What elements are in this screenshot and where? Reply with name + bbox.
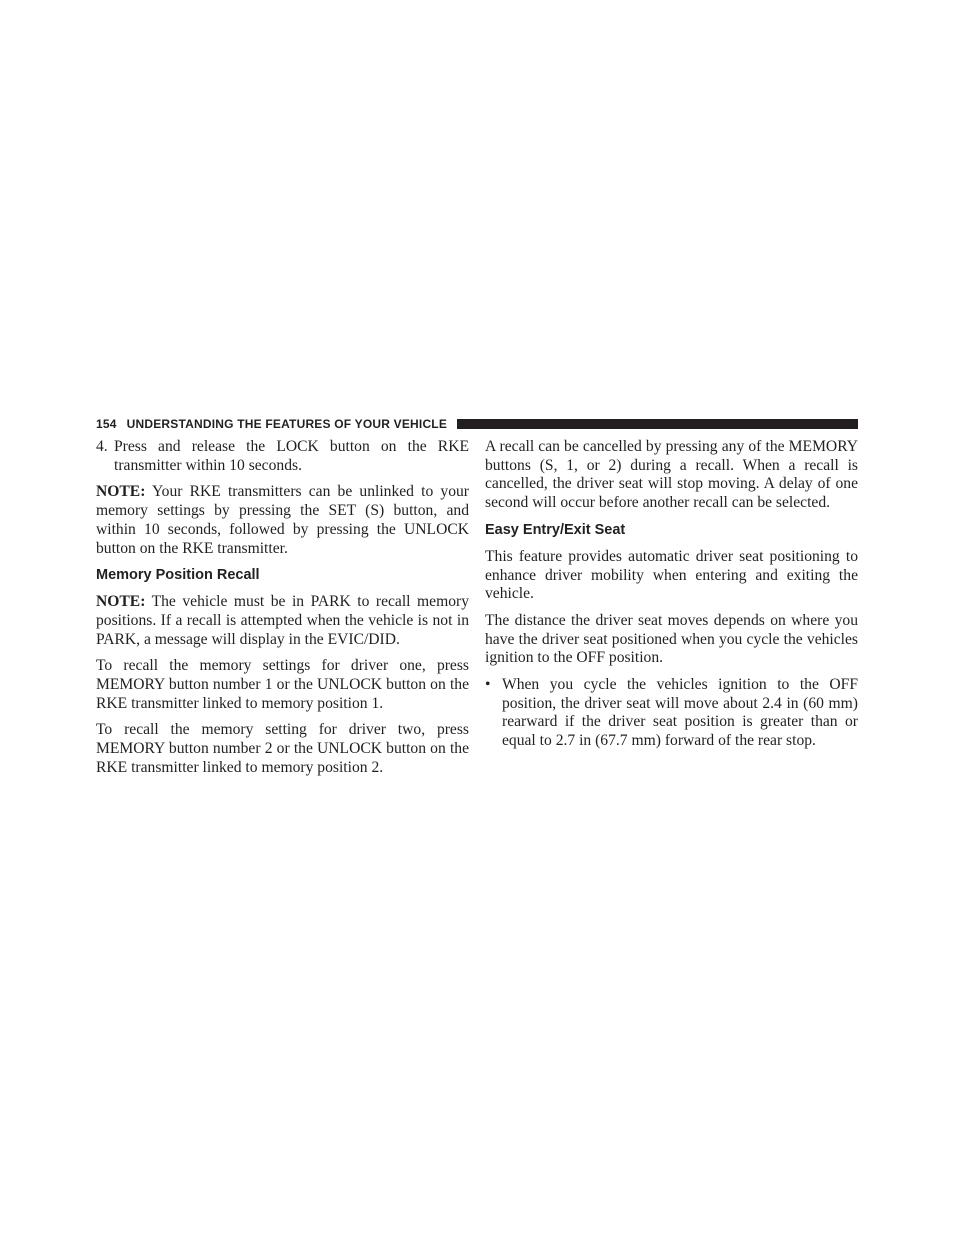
paragraph-driver-one: To recall the memory settings for driver one, press MEMORY button number 1 or the UNLOCK button on the RKE transmitter linked to memory position 1. — [96, 657, 469, 712]
page-number: 154 — [96, 417, 117, 431]
paragraph-distance: The distance the driver seat moves depends on where you have the driver seat positioned when you cycle the vehicles ignition to the OFF position. — [485, 611, 858, 667]
note-park — [96, 593, 469, 649]
bullet-item — [485, 676, 858, 751]
paragraph-recall-cancel: A recall can be cancelled by pressing any of the MEMORY buttons (S, 1, or 2) during a recall. When a recall is cancelled, the driver seat will stop moving. A delay of one second will occur before another recall can be selected. — [485, 438, 858, 512]
header-rule — [457, 419, 858, 429]
note-label: NOTE: — [96, 593, 146, 611]
note-text: Your RKE transmitters can be unlinked to your memory settings by pressing the SET (S) button, and within 10 seconds, followed by pressing the UNLOCK button on the RKE transmitter. — [96, 483, 469, 557]
bullet-icon: • — [485, 676, 491, 694]
note-unlink — [96, 483, 469, 558]
page-header — [96, 417, 858, 431]
paragraph-feature: This feature provides automatic driver seat positioning to enhance driver mobility when entering and exiting the vehicle. — [485, 547, 858, 603]
bullet-text: When you cycle the vehicles ignition to the OFF position, the driver seat will move about 2.4 in (60 mm) rearward if the driver seat position is greater than or equal to 2.7 in (67.7 mm) forward of the rear stop. — [502, 676, 858, 750]
heading-memory-position-recall: Memory Position Recall — [96, 567, 260, 584]
right-column — [485, 438, 858, 751]
paragraph-driver-two: To recall the memory setting for driver two, press MEMORY button number 2 or the UNLOCK button on the RKE transmitter linked to memory position 2. — [96, 721, 469, 776]
note-label: NOTE: — [96, 483, 146, 501]
heading-easy-entry-exit-seat: Easy Entry/Exit Seat — [485, 521, 626, 538]
left-column — [96, 438, 469, 786]
step-number: 4. — [96, 438, 108, 455]
step-text: Press and release the LOCK button on the RKE transmitter within 10 seconds. — [114, 438, 469, 474]
section-title: UNDERSTANDING THE FEATURES OF YOUR VEHICLE — [126, 417, 448, 431]
step-4 — [96, 438, 469, 475]
note-text: The vehicle must be in PARK to recall memory positions. If a recall is attempted when the vehicle is not in PARK, a message will display in the EVIC/DID. — [96, 593, 469, 648]
